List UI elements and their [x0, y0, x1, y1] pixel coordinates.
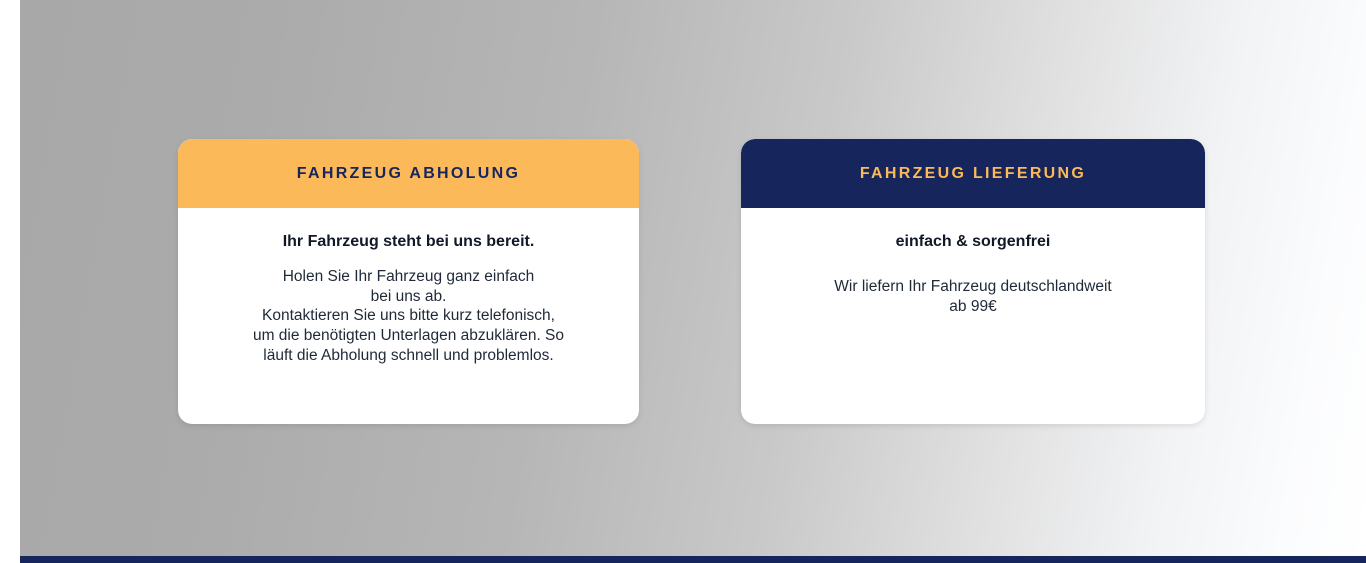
card-spacer	[759, 267, 1187, 277]
card-body-lieferung	[741, 208, 1205, 336]
card-header-title-abholung: FAHRZEUG ABHOLUNG	[296, 164, 521, 182]
card-text-lieferung	[759, 277, 1187, 317]
card-text-line: Holen Sie Ihr Fahrzeug ganz einfach	[282, 267, 535, 285]
card-fahrzeug-abholung[interactable]	[178, 139, 639, 424]
bottom-strip-left-gap	[0, 556, 20, 563]
card-text-line: bei uns ab.	[370, 287, 447, 305]
card-header-lieferung	[741, 139, 1205, 208]
card-body-abholung	[178, 208, 639, 386]
card-header-abholung	[178, 139, 639, 208]
bottom-accent-strip	[20, 556, 1366, 563]
card-text-abholung	[196, 267, 621, 366]
card-header-title-lieferung: FAHRZEUG LIEFERUNG	[859, 164, 1087, 182]
card-text-line: Wir liefern Ihr Fahrzeug deutschlandweit	[834, 277, 1112, 295]
card-fahrzeug-lieferung[interactable]	[741, 139, 1205, 424]
card-text-line: um die benötigten Unterlagen abzuklären. So	[252, 327, 565, 345]
card-subtitle-lieferung: einfach & sorgenfrei	[895, 233, 1051, 250]
card-text-line: Kontaktieren Sie uns bitte kurz telefonisch,	[262, 307, 555, 325]
card-subtitle-abholung: Ihr Fahrzeug steht bei uns bereit.	[282, 233, 535, 250]
card-text-line: läuft die Abholung schnell und problemlos.	[263, 347, 554, 365]
card-text-line: ab 99€	[949, 297, 997, 315]
